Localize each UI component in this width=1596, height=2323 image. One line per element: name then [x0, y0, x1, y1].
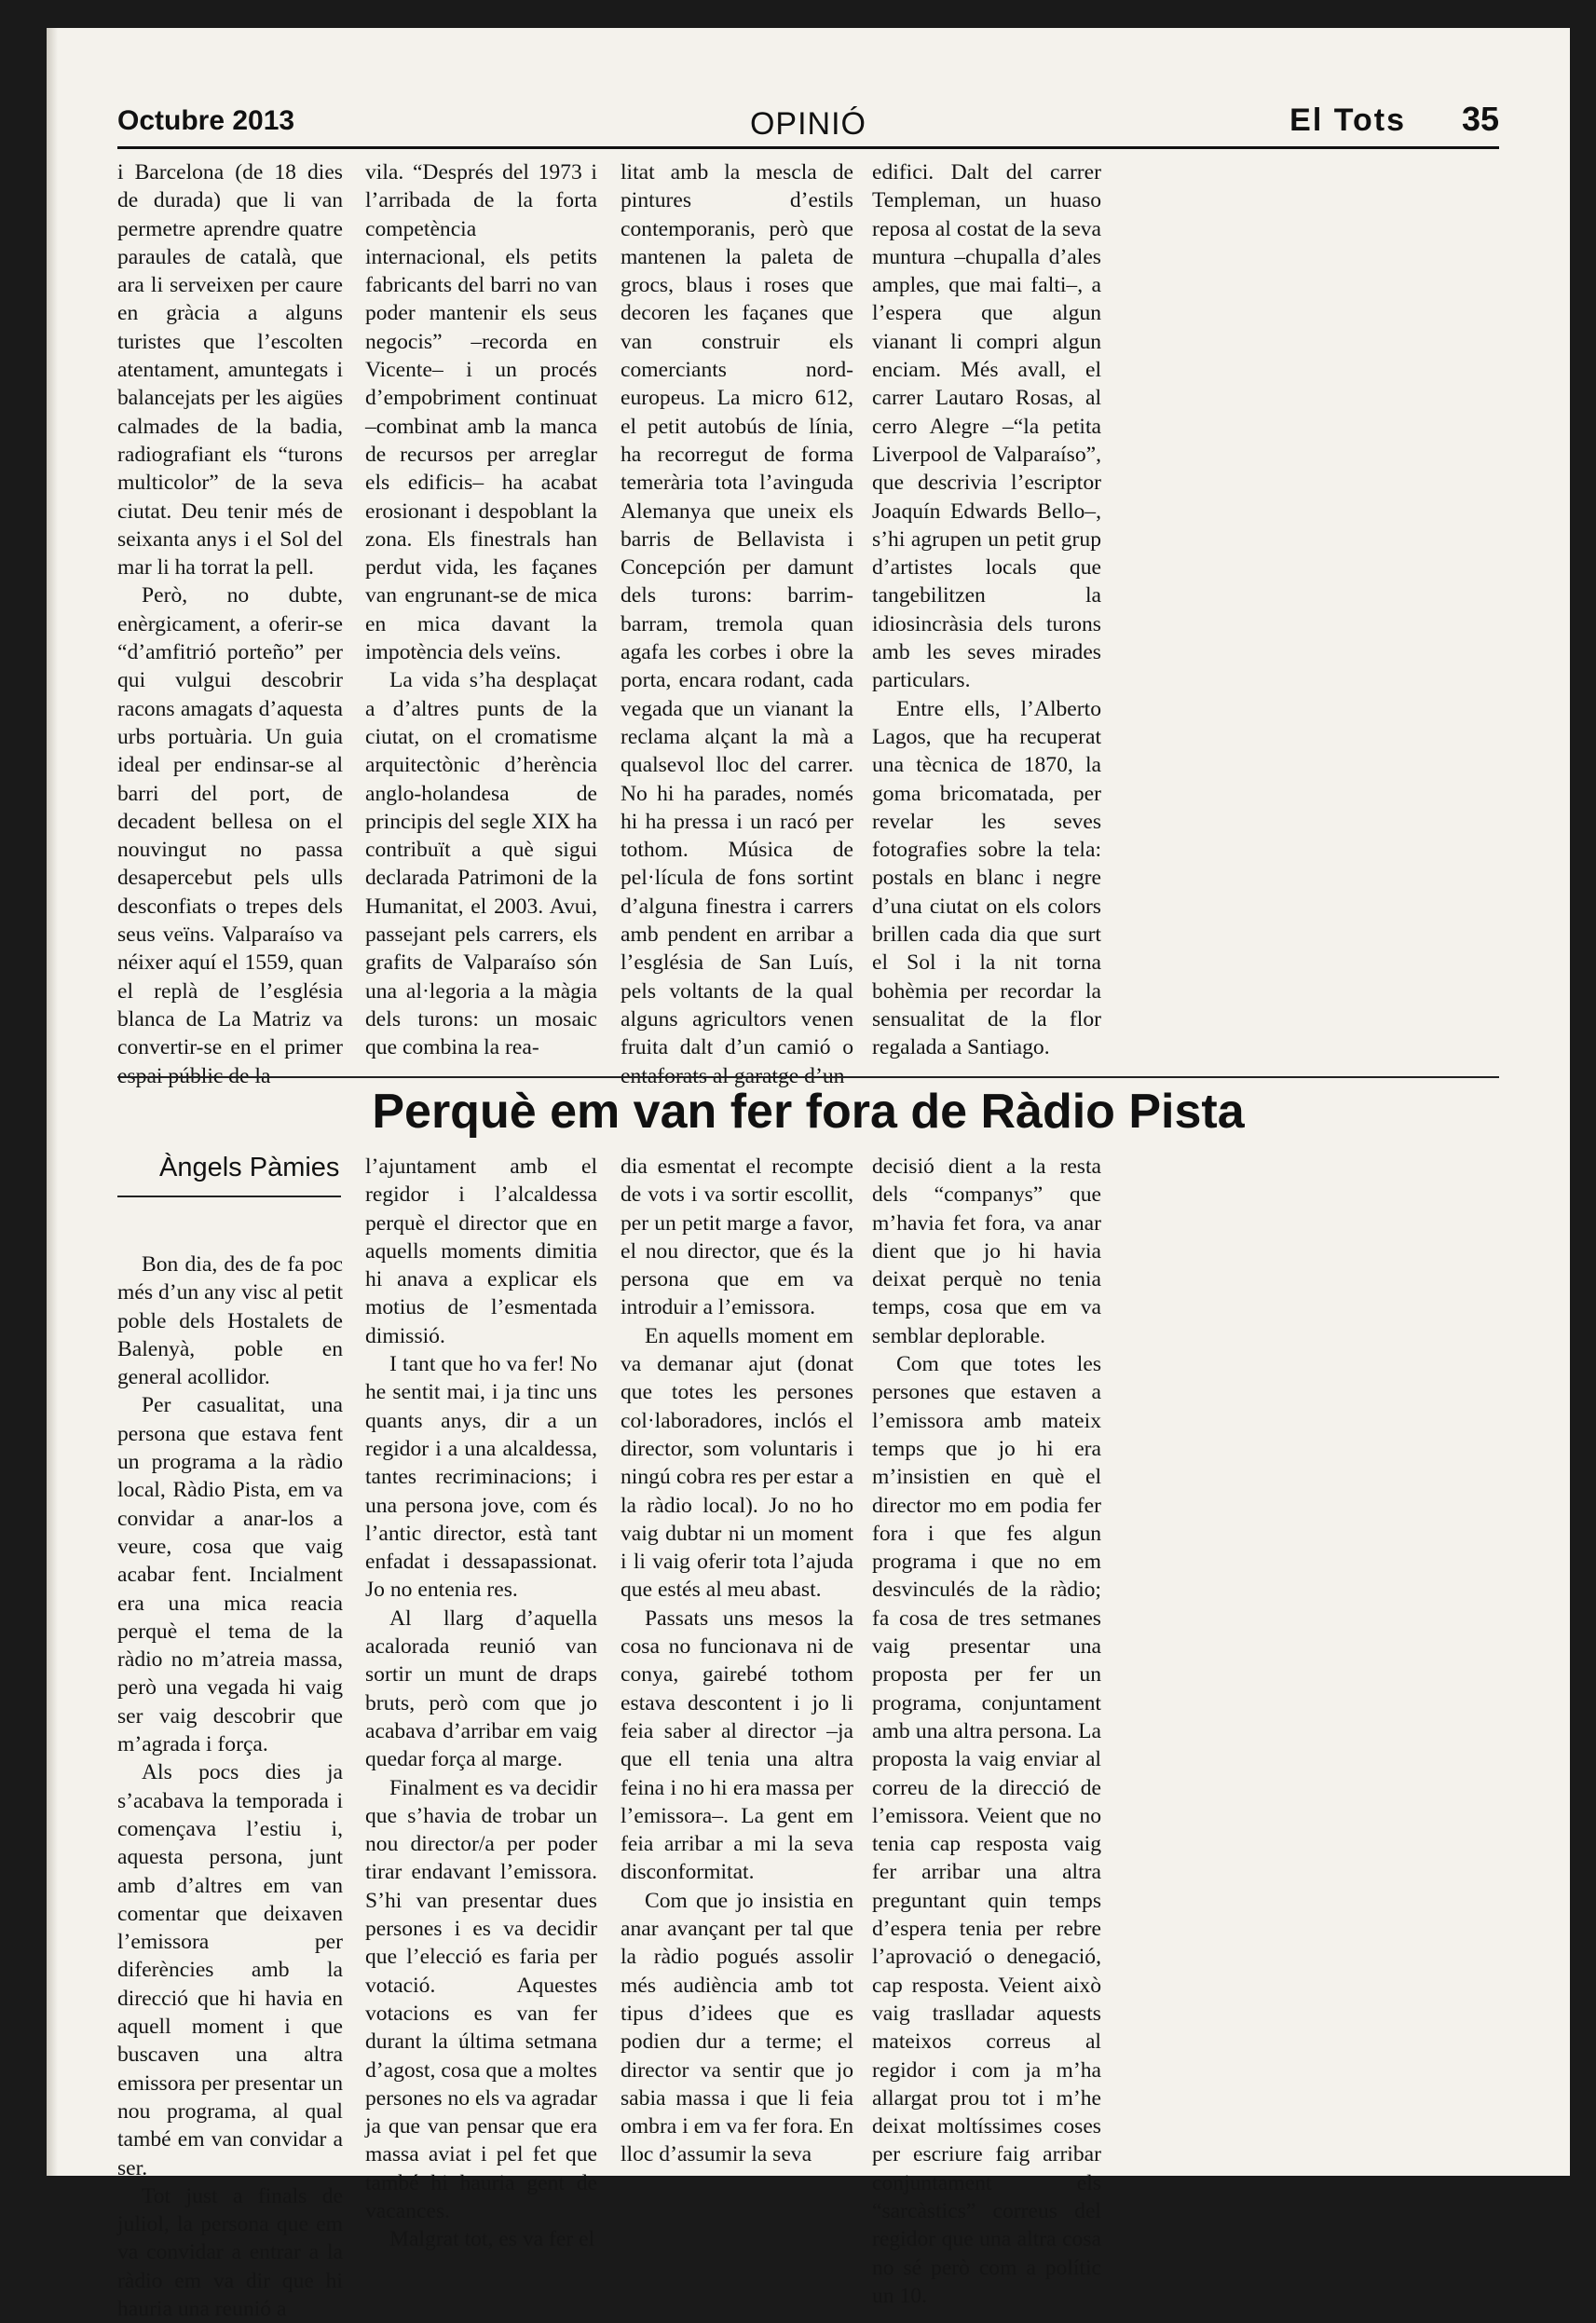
paragraph: Passats uns mesos la cosa no funcionava ni de conya, gairebé tothom estava descontent i jo li feia saber al director –ja que ell tenia una altra feina i no hi era massa per l’emissora–. La gent em feia arribar a mi la seva disconformitat. [621, 1606, 853, 1885]
article-column-4 [872, 1153, 1101, 2310]
paragraph: En aquells moment em va demanar ajut (donat que totes les persones col·laboradores, inclós el director, som voluntaris i ningú cobra res per estar a la ràdio local). Jo no ho vaig dubtar ni un moment i li vaig oferir tota l’ajuda que estés al meu abast. [621, 1323, 853, 1603]
section-name: OPINIÓ [749, 106, 867, 142]
article-title: Perquè em van fer fora de Ràdio Pista [372, 1085, 1245, 1139]
paragraph: Com que totes les persones que estaven a l’emissora amb mateix temps que jo hi era m’insistien en què el director mo em podia fer fora i que fes algun programa i que no em desvinculés de la ràdio; fa cosa de tres setmanes vaig presentar una proposta per fer un programa, conjuntament amb una altra persona. La proposta la vaig enviar al correu de la direcció de l’emissora. Veient que no tenia cap resposta vaig fer arribar una altra preguntant quin temps d’espera tenia per rebre l’aprovació o denegació, cap resposta. Veient això vaig traslladar aquests mateixos correus al regidor i com ja m’ha allargat prou tot i m’he deixat moltíssimes coses per escriure faig arribar conjuntament els “sarcàstics” correus del regidor que una altra cosa no sé però com a polític un 10. [872, 1352, 1101, 2308]
paragraph: l’ajuntament amb el regidor i l’alcaldessa perquè el director que en aquells moments dimitia hi anava a explicar els motius de l’esmentada dimissió. [365, 1155, 597, 1348]
paragraph: La vida s’ha desplaçat a d’altres punts de la ciutat, on el cromatisme arquitectònic d’herència anglo-holandesa de principis del segle XIX ha contribuït a què sigui declarada Patrimoni de la Humanitat, el 2003. Avui, passejant pels carrers, els grafits de Valparaíso són una al·legoria a la màgia dels turons: un mosaic que combina la rea- [365, 668, 597, 1060]
issue-date: Octubre 2013 [117, 105, 295, 136]
prev-article-column-4 [872, 158, 1101, 1062]
paragraph: Entre ells, l’Alberto Lagos, que ha recuperat una tècnica de 1870, la goma bricomatada, per revelar les seves fotografies sobre la tela: postals en blanc i negre d’una ciutat on els colors brillen cada dia que surt el Sol i la nit torna bohèmia per recordar la sensualitat de la flor regalada a Santiago. [872, 696, 1101, 1060]
paragraph: I tant que ho va fer! No he sentit mai, i ja tinc uns quants anys, dir a un regidor i a una alcaldessa, tantes recriminacions; i una persona jove, com és l’antic director, està tant enfadat i dessapassionat. Jo no entenia res. [365, 1352, 597, 1603]
page-number: 35 [1461, 100, 1499, 138]
paragraph: decisió dient a la resta dels “companys” que m’havia fet fora, va anar dient que jo hi havia deixat perquè no tenia temps, cosa que em va semblar deplorable. [872, 1155, 1101, 1348]
article-column-3 [621, 1153, 853, 2169]
article-column-2 [365, 1153, 597, 2254]
paragraph: edifici. Dalt del carrer Templeman, un huaso reposa al costat de la seva muntura –chupalla d’ales amples, que mai falti–, a l’espera que algun vianant li compri algun enciam. Més avall, el carrer Lautaro Rosas, al cerro Alegre –“la petita Liverpool de Valparaíso”, que descrivia l’escriptor Joaquín Edwards Bello–, s’hi agrupen un petit grup d’artistes locals que tangebilitzen la idiosincràsia dels turons amb les seves mirades particulars. [872, 160, 1101, 693]
prev-article-column-2 [365, 158, 597, 1062]
paragraph: Per casualitat, una persona que estava fent un programa a la ràdio local, Ràdio Pista, em va convidar a anar-los a veure, cosa que vaig acabar fent. Incialment era una mica reacia perquè el tema de la ràdio no m’atreia massa, però una vegada hi vaig ser vaig descobrir que m’agrada i força. [117, 1393, 343, 1757]
article-separator-rule [117, 1076, 1499, 1078]
paragraph: Als pocs dies ja s’acabava la temporada i començava l’estiu i, aquesta persona, junt amb d’altres em van comentar que deixaven l’emissora per diferències amb la direcció que hi havia en aquell moment i que buscaven una altra emissora per presentar un nou programa, al qual també em van convidar a ser. [117, 1760, 343, 2180]
paragraph: Però, no dubte, enèrgicament, a oferir-se “d’amfitrió porteño” per qui vulgui descobrir racons amagats d’aquesta urbs portuària. Un guia ideal per endinsar-se al barri del port, de decadent bellesa on el nouvingut no passa desapercebut pels ulls desconfiats o trepes dels seus veïns. Valparaíso va néixer aquí el 1559, quan el replà de l’església blanca de La Matriz va convertir-se en el primer espai públic de la [117, 583, 343, 1088]
publication-name: El Tots [1289, 102, 1406, 138]
paragraph: Tot just a finals de juliol, la persona que em va convidar a entrar a la ràdio em va dir que hi hauria una reunió a [117, 2183, 343, 2321]
paragraph: Finalment es va decidir que s’havia de trobar un nou director/a per poder tirar endavant l’emissora. S’hi van presentar dues persones i es va decidir que l’elecció es faria per votació. Aquestes votacions es van fer durant la última setmana d’agost, cosa que a moltes persones no els va agradar ja que van pensar que era massa aviat i pel fet que també hi hauria gent de vacances. [365, 1775, 597, 2223]
magazine-page [47, 28, 1570, 2321]
paragraph: Com que jo insistia en anar avançant per tal que la ràdio pogués assolir més audiència amb tot tipus d’idees que es podien dur a terme; el director va sentir que jo sabia massa i que li feia ombra i em va fer fora. En lloc d’assumir la seva [621, 1888, 853, 2167]
paragraph: i Barcelona (de 18 dies de durada) que li van permetre aprendre quatre paraules de català, que ara li serveixen per caure en gràcia a alguns turistes que l’escolten atentament, amuntegats i balancejats per les aigües calmades de la badia, radiografiant els “turons multicolor” de la seva ciutat. Deu tenir més de seixanta anys i el Sol del mar li ha torrat la pell. [117, 160, 343, 581]
paragraph: Malgrat tot, es va fer el [389, 2227, 595, 2252]
prev-article-column-1 [117, 158, 343, 1090]
article-column-1 [117, 1250, 343, 2323]
paragraph: Bon dia, des de fa poc més d’un any visc al petit poble dels Hostalets de Balenyà, poble en general acollidor. [117, 1252, 343, 1390]
article-author: Àngels Pàmies [117, 1153, 341, 1197]
page-header [117, 98, 1499, 149]
paragraph: dia esmentat el recompte de vots i va sortir escollit, per un petit marge a favor, el nou director, que és la persona que em va introduir a l’emissora. [621, 1155, 853, 1320]
paragraph: vila. “Després del 1973 i l’arribada de la forta competència internacional, els petits fabricants del barri no van poder mantenir els seus negocis” –recorda en Vicente– i un procés d’empobriment continuat –combinat amb la manca de recursos per arreglar els edificis– ha acabat erosionant i despoblant la zona. Els finestrals han perdut vida, les façanes van engrunant-se de mica en mica davant la impotència dels veïns. [365, 160, 597, 665]
prev-article-column-3 [621, 158, 853, 1090]
paragraph: litat amb la mescla de pintures d’estils contemporanis, però que mantenen la paleta de grocs, blaus i roses que decoren les façanes que van construir els comerciants nord-europeus. La micro 612, el petit autobús de línia, ha recorregut de forma temerària tota l’avinguda Alemanya que uneix els barris de Bellavista i Concepción per damunt dels turons: barrim-barram, tremola quan agafa les corbes i obre la porta, encara rodant, cada vegada que un vianant la reclama alçant la mà a qualsevol lloc del carrer. No hi ha parades, només hi ha pressa i un racó per tothom. Música de pel·lícula de fons sortint d’alguna finestra i carrers amb pendent en arribar a l’església de San Luís, pels voltants de la qual alguns agricultors venen fruita dalt d’un camió o entaforats al garatge d’un [621, 160, 853, 1088]
paragraph: Al llarg d’aquella acalorada reunió van sortir un munt de draps bruts, però com que jo acabava d’arribar em vaig quedar força al marge. [365, 1606, 597, 1772]
page-spine-shadow [47, 28, 58, 2176]
